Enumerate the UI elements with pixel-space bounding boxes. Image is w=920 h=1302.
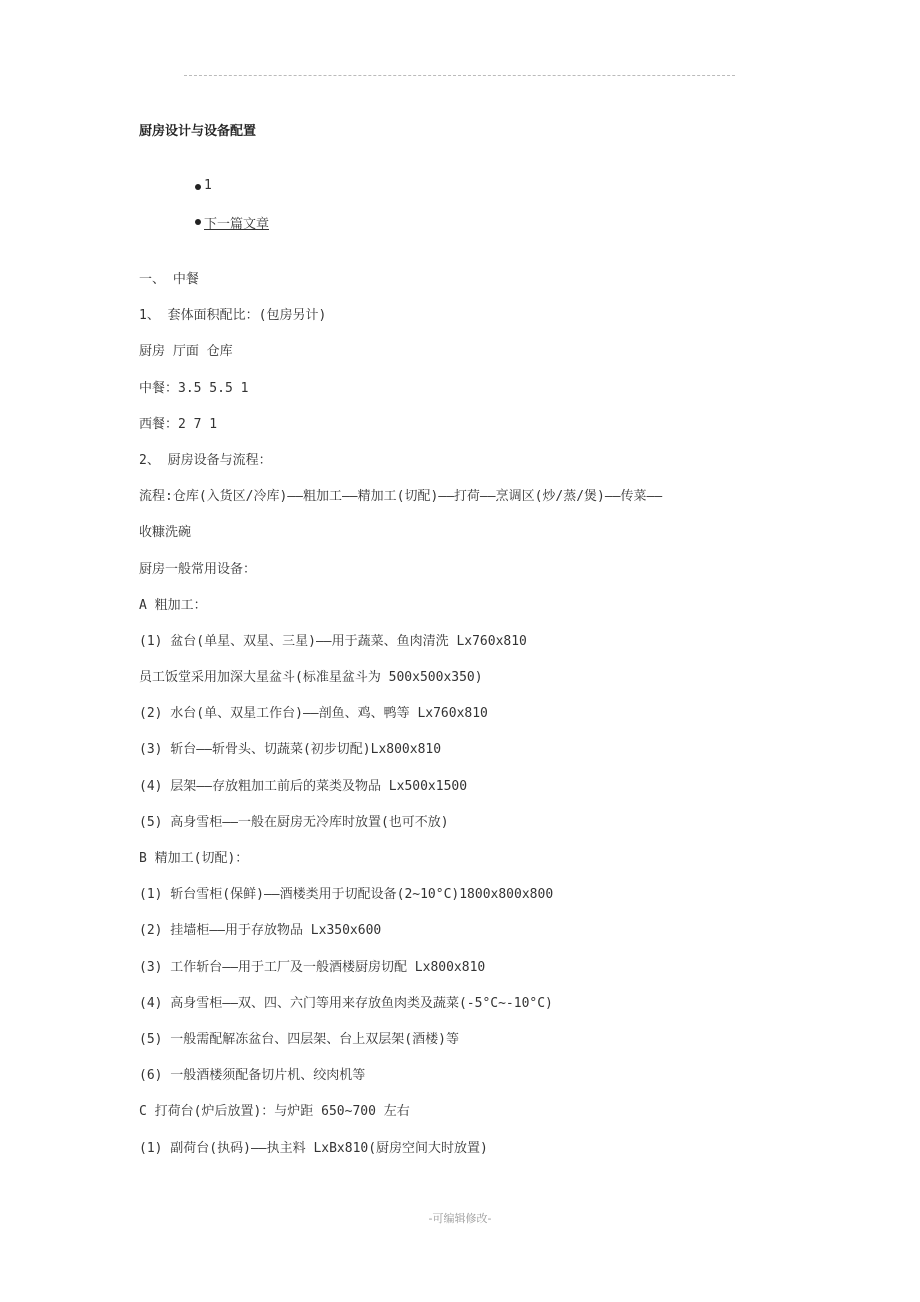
page-number-link[interactable]: 1	[204, 178, 212, 193]
header-divider	[184, 75, 735, 76]
subsection-heading: B 精加工(切配)：	[139, 851, 249, 866]
list-item: (3) 工作斩台——用于工厂及一般酒楼厨房切配 Lx800x810	[139, 959, 486, 975]
list-item: (3) 斩台——斩骨头、切蔬菜(初步切配)Lx800x810	[139, 742, 442, 758]
paragraph-line: 厨房一般常用设备：	[139, 561, 257, 577]
list-item: (1) 斩台雪柜(保鲜)——酒楼类用于切配设备(2~10°C)1800x800x800	[139, 887, 554, 903]
list-item: (1) 副荷台(执码)——执主料 LxBx810(厨房空间大时放置)	[139, 1140, 488, 1156]
document-body	[139, 270, 799, 1175]
paragraph-line: 员工饭堂采用加深大星盆斗(标准星盆斗为 500x500x350)	[139, 670, 483, 686]
bullet-icon	[195, 184, 201, 190]
paragraph-line: 收糠洗碗	[139, 525, 192, 541]
paragraph-line: 流程:仓库(入货区/冷库)——粗加工——精加工(切配)——打荷——烹调区(炒/蒸/煲)——传菜——	[139, 489, 663, 505]
paragraph-line: 西餐：2 7 1	[139, 416, 218, 432]
subsection-heading: A 粗加工：	[139, 597, 207, 613]
list-item: (1) 盆台(单星、双星、三星)——用于蔬菜、鱼肉清洗 Lx760x810	[139, 633, 527, 649]
list-item: (5) 一般需配解冻盆台、四层架、台上双层架(酒楼)等	[139, 1031, 459, 1047]
paragraph-line: 1、 套体面积配比：(包房另计)	[139, 308, 327, 324]
section-heading: 一、 中餐	[139, 272, 199, 287]
bullet-icon	[195, 219, 201, 225]
list-item: (2) 水台(单、双星工作台)——剖鱼、鸡、鸭等 Lx760x810	[139, 706, 488, 722]
subsection-heading: C 打荷台(炉后放置)：与炉距 650~700 左右	[139, 1104, 410, 1120]
next-article-item[interactable]	[195, 213, 269, 248]
list-item: (5) 高身雪柜——一般在厨房无冷库时放置(也可不放)	[139, 814, 449, 830]
document-title: 厨房设计与设备配置	[139, 124, 257, 139]
paragraph-line: 2、 厨房设备与流程：	[139, 452, 272, 468]
next-article-link[interactable]: 下一篇文章	[204, 217, 270, 232]
article-nav	[195, 178, 269, 248]
list-item: (4) 层架——存放粗加工前后的菜类及物品 Lx500x1500	[139, 778, 468, 794]
list-item: (6) 一般酒楼须配备切片机、绞肉机等	[139, 1068, 366, 1084]
paragraph-line: 中餐：3.5 5.5 1	[139, 380, 249, 396]
list-item: (2) 挂墙柜——用于存放物品 Lx350x600	[139, 923, 382, 939]
paragraph-line: 厨房 厅面 仓库	[139, 344, 233, 360]
list-item: (4) 高身雪柜——双、四、六门等用来存放鱼肉类及蔬菜(-5°C~-10°C)	[139, 995, 553, 1011]
page-number-item[interactable]	[195, 178, 269, 213]
page-footer: -可编辑修改-	[428, 1212, 492, 1225]
